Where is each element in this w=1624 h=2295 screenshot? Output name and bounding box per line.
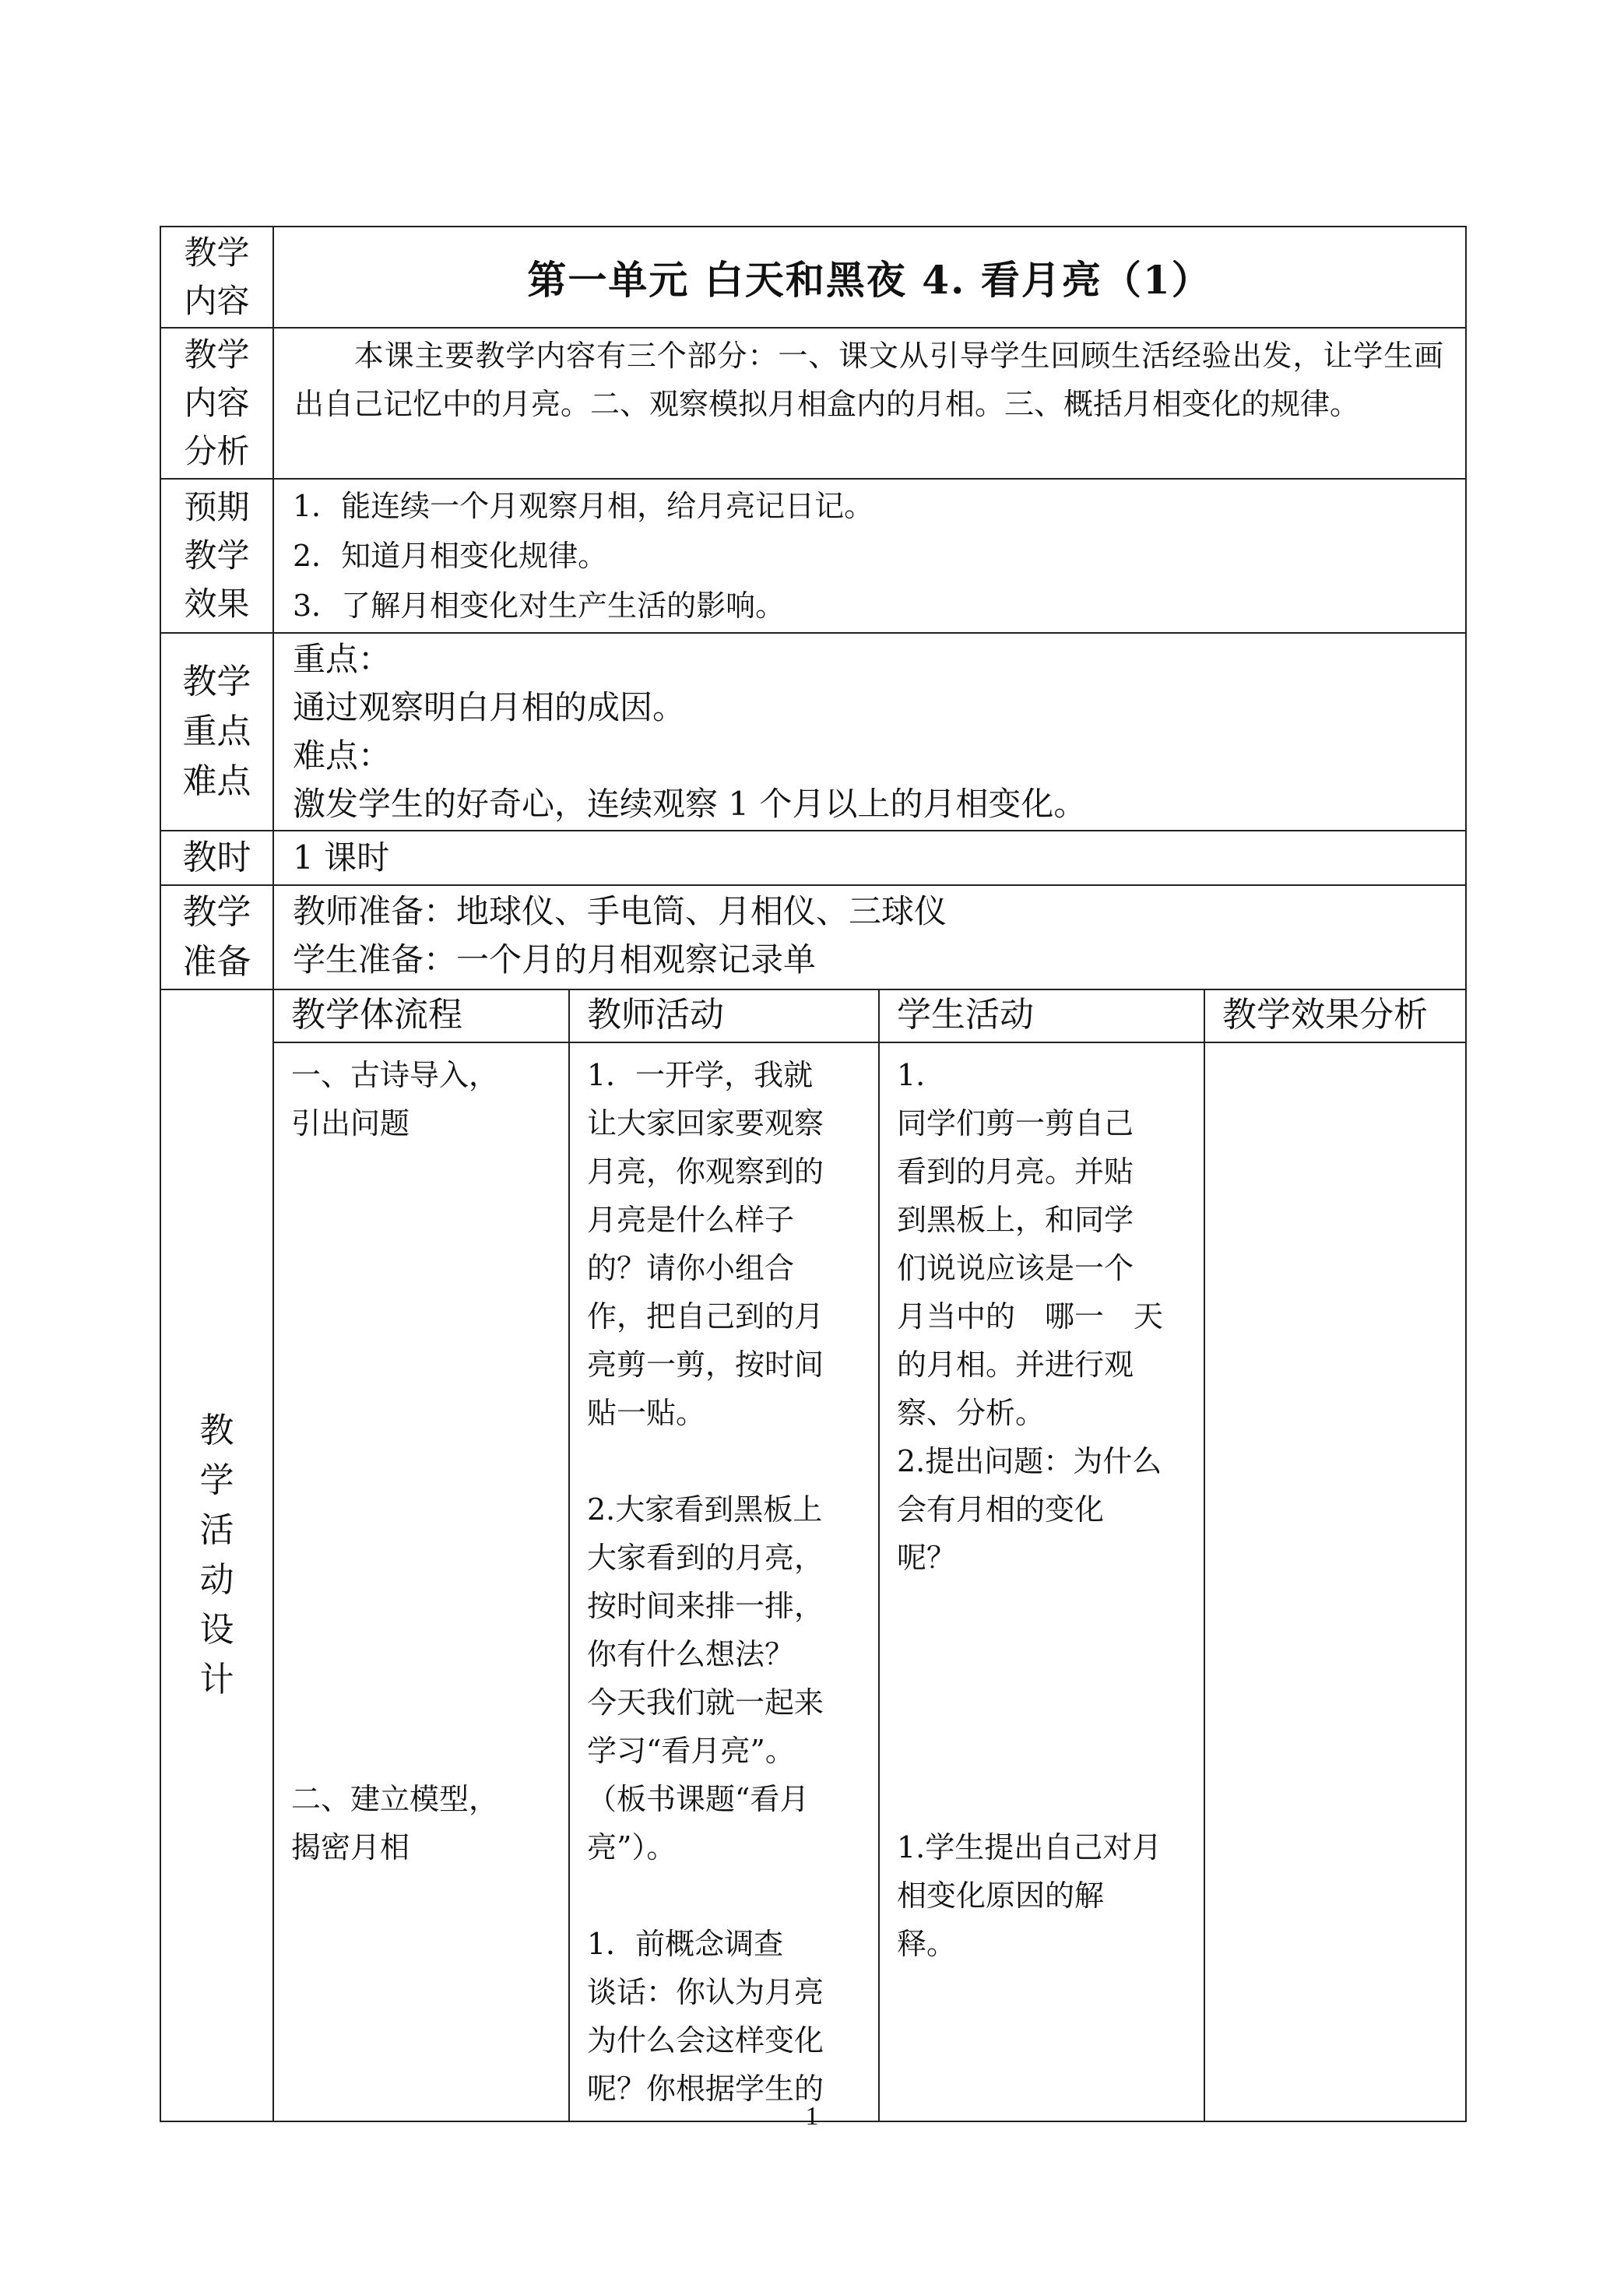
expected-item: 2．知道月相变化规律。 [293, 539, 608, 573]
key-label: 重点： [293, 640, 392, 678]
label-analysis: 教学 内容 分析 [160, 328, 273, 479]
difficult-label: 难点： [293, 736, 392, 775]
label-design: 教 学 活 动 设 计 [160, 989, 273, 2121]
page-number: 1 [805, 2102, 819, 2131]
expected-item: 3．了解月相变化对生产生活的影响。 [293, 589, 786, 623]
expected-item: 1．能连续一个月观察月相，给月亮记日记。 [293, 489, 874, 523]
label-hours: 教时 [160, 831, 273, 885]
label-content: 教学 内容 [160, 227, 273, 328]
row-analysis [160, 328, 1466, 479]
expected-list [273, 479, 1466, 633]
row-expected [160, 479, 1466, 633]
label-keypoints: 教学 重点 难点 [160, 633, 273, 831]
header-process: 教学体流程 [273, 989, 569, 1042]
row-content [160, 227, 1466, 328]
header-student: 学生活动 [879, 989, 1204, 1042]
teacher-column: 1．一开学，我就 让大家回家要观察 月亮，你观察到的 月亮是什么样子 的？请你小组合 作，把自己到的月 亮剪一剪，按时间 贴一贴。 2.大家看到黑板上 大家看到的月亮， 按时间来排一排， 你有什么想法？ 今天我们就一起来 学习“看月亮”。 （板书课题“看月 亮”）。 1．前概念调查 谈话：你认为月亮 为什么会这样变化 呢？你根据学生的 [569, 1042, 879, 2121]
student-column: 1. 同学们剪一剪自己 看到的月亮。并贴 到黑板上，和同学 们说说应该是一个 月当中的 哪一 天 的月相。并进行观 察、分析。 2.提出问题：为什么 会有月相的变化 呢？ 1.学生提出自己对月 相变化原因的解 释。 [879, 1042, 1204, 2121]
row-hours [160, 831, 1466, 885]
effect-column [1204, 1042, 1466, 2121]
process-column: 一、古诗导入， 引出问题 二、建立模型， 揭密月相 [273, 1042, 569, 2121]
analysis-text: 本课主要教学内容有三个部分：一、课文从引导学生回顾生活经验出发，让学生画出自己记忆中的月亮。二、观察模拟月相盒内的月相。三、概括月相变化的规律。 [273, 328, 1466, 479]
lesson-plan-table [160, 226, 1467, 2122]
lesson-title: 第一单元 白天和黑夜 4. 看月亮（1） [273, 227, 1466, 328]
row-activity-header [160, 989, 1466, 1042]
teacher-prep: 教师准备：地球仪、手电筒、月相仪、三球仪 [293, 892, 947, 930]
label-prep: 教学 准备 [160, 885, 273, 989]
prep-cell [273, 885, 1466, 989]
key-text: 通过观察明白月相的成因。 [293, 688, 686, 726]
keypoints-cell [273, 633, 1466, 831]
student-prep: 学生准备：一个月的月相观察记录单 [293, 940, 817, 979]
header-teacher: 教师活动 [569, 989, 879, 1042]
hours-value: 1 课时 [273, 831, 1466, 885]
difficult-text: 激发学生的好奇心，连续观察 1 个月以上的月相变化。 [293, 785, 1087, 823]
label-expected: 预期 教学 效果 [160, 479, 273, 633]
row-prep [160, 885, 1466, 989]
header-effect: 教学效果分析 [1204, 989, 1466, 1042]
row-keypoints [160, 633, 1466, 831]
row-activity-body [160, 1042, 1466, 2121]
